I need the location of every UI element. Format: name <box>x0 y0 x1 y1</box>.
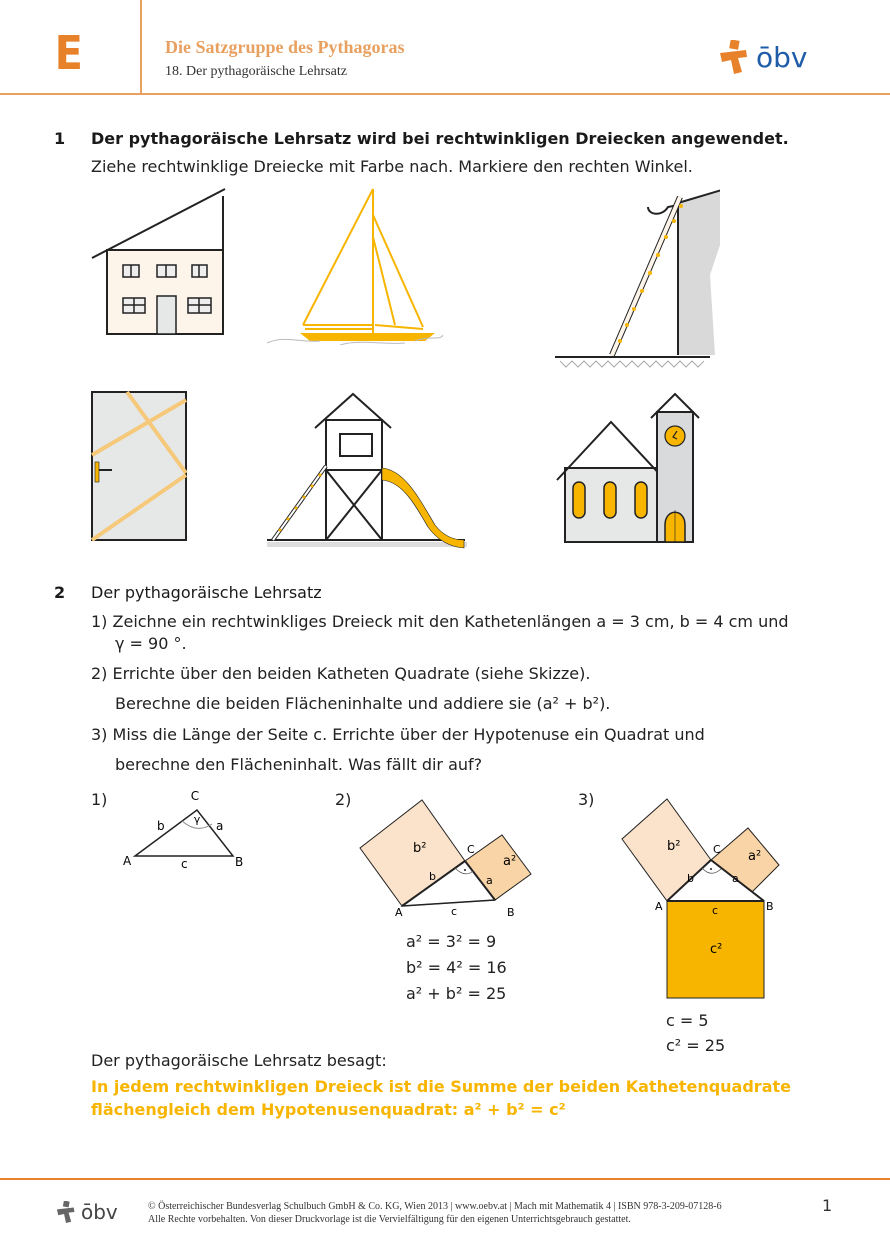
task-number: 1 <box>54 129 66 148</box>
figure-2-label: 2) <box>335 790 352 809</box>
vertex-a-label: A <box>123 854 132 868</box>
house-icon <box>90 185 230 340</box>
publisher-logo <box>718 40 807 74</box>
side-c-label: c <box>181 857 188 871</box>
theorem-statement-line-1: In jedem rechtwinkligen Dreieck ist die Summe der beiden Kathetenquadrate <box>91 1077 791 1096</box>
step-3-line-1: 3) Miss die Länge der Seite c. Errichte über der Hypotenuse ein Quadrat und <box>91 725 705 744</box>
copyright-line-1: © Österreichischer Bundesverlag Schulbuch GmbH & Co. KG, Wien 2013 | www.oebv.at | Mach mit Mathematik 4 | ISBN 978-3-209-07128-6 <box>148 1201 722 1212</box>
chapter-letter: E <box>54 26 83 80</box>
page-number: 1 <box>822 1196 833 1215</box>
obv-star-icon <box>55 1201 77 1223</box>
task-instruction: Ziehe rechtwinklige Dreiecke mit Farbe nach. Markiere den rechten Winkel. <box>91 157 693 176</box>
vertex-b-label: B <box>235 855 244 869</box>
side-b-label: b <box>687 872 694 885</box>
side-b-label: b <box>157 819 165 833</box>
section-subtitle: 18. Der pythagoräische Lehrsatz <box>165 64 347 79</box>
logo-text: ōbv <box>756 40 808 74</box>
side-a-label: a <box>216 819 224 833</box>
angle-gamma-label: γ <box>193 813 201 826</box>
step-2-line-2: Berechne die beiden Flächeninhalte und addiere sie (a² + b²). <box>115 694 611 713</box>
vertex-b-label: B <box>766 900 774 913</box>
task-title: Der pythagoräische Lehrsatz wird bei rechtwinkligen Dreiecken angewendet. <box>91 129 789 148</box>
header-divider-vertical <box>140 0 142 94</box>
vertex-b-label: B <box>507 906 515 919</box>
equation-c-squared: c² = 25 <box>666 1036 726 1055</box>
equation-a-squared: a² = 3² = 9 <box>406 932 497 951</box>
square-a-label: a² <box>503 854 517 869</box>
vertex-a-label: A <box>395 906 403 919</box>
square-b-label: b² <box>667 839 681 854</box>
side-c-label: c <box>451 905 458 918</box>
side-a-label: a <box>732 872 739 885</box>
footer-divider <box>0 1178 890 1180</box>
figure-1-label: 1) <box>91 790 108 809</box>
ladder-against-wall-icon <box>550 185 720 375</box>
step-3-line-2: berechne den Flächeninhalt. Was fällt dir auf? <box>115 755 483 774</box>
copyright-notice <box>148 1200 722 1226</box>
pythagoras-figure-3 <box>615 790 815 1005</box>
theorem-statement-line-2: flächengleich dem Hypotenusenquadrat: a² + b² = c² <box>91 1100 566 1119</box>
playground-tower-slide-icon <box>265 390 475 550</box>
figure-3-label: 3) <box>578 790 595 809</box>
conclusion-intro: Der pythagoräische Lehrsatz besagt: <box>91 1051 387 1070</box>
church-icon <box>555 390 705 550</box>
step-1-line-2: γ = 90 °. <box>115 634 187 653</box>
sailboat-icon <box>265 185 445 345</box>
task-title: Der pythagoräische Lehrsatz <box>91 583 322 602</box>
footer-logo-text: ōbv <box>81 1200 118 1224</box>
equation-sum: a² + b² = 25 <box>406 984 507 1003</box>
vertex-c-label: C <box>713 843 721 856</box>
door-icon <box>90 390 190 550</box>
footer-publisher-logo <box>55 1200 118 1224</box>
pythagoras-figure-2 <box>355 790 565 920</box>
square-c-label: c² <box>710 942 723 957</box>
step-2-line-1: 2) Errichte über den beiden Katheten Quadrate (siehe Skizze). <box>91 664 591 683</box>
task-number: 2 <box>54 583 66 602</box>
side-a-label: a <box>486 874 493 887</box>
obv-star-icon <box>718 40 750 74</box>
vertex-c-label: C <box>467 843 475 856</box>
step-1-line-1: 1) Zeichne ein rechtwinkliges Dreieck mit den Kathetenlängen a = 3 cm, b = 4 cm und <box>91 612 789 631</box>
equation-b-squared: b² = 4² = 16 <box>406 958 507 977</box>
chapter-title: Die Satzgruppe des Pythagoras <box>165 37 405 57</box>
vertex-a-label: A <box>655 900 663 913</box>
side-c-label: c <box>712 904 719 917</box>
copyright-line-2: Alle Rechte vorbehalten. Von dieser Druckvorlage ist die Vervielfältigung für den eigenen Unterrichtsgebrauch gestattet. <box>148 1214 631 1225</box>
header-divider-horizontal <box>0 93 890 95</box>
vertex-c-label: C <box>190 790 200 803</box>
square-a-label: a² <box>748 849 762 864</box>
triangle-figure-1 <box>115 790 255 880</box>
equation-c: c = 5 <box>666 1011 709 1030</box>
square-b-label: b² <box>413 841 427 856</box>
side-b-label: b <box>429 870 436 883</box>
